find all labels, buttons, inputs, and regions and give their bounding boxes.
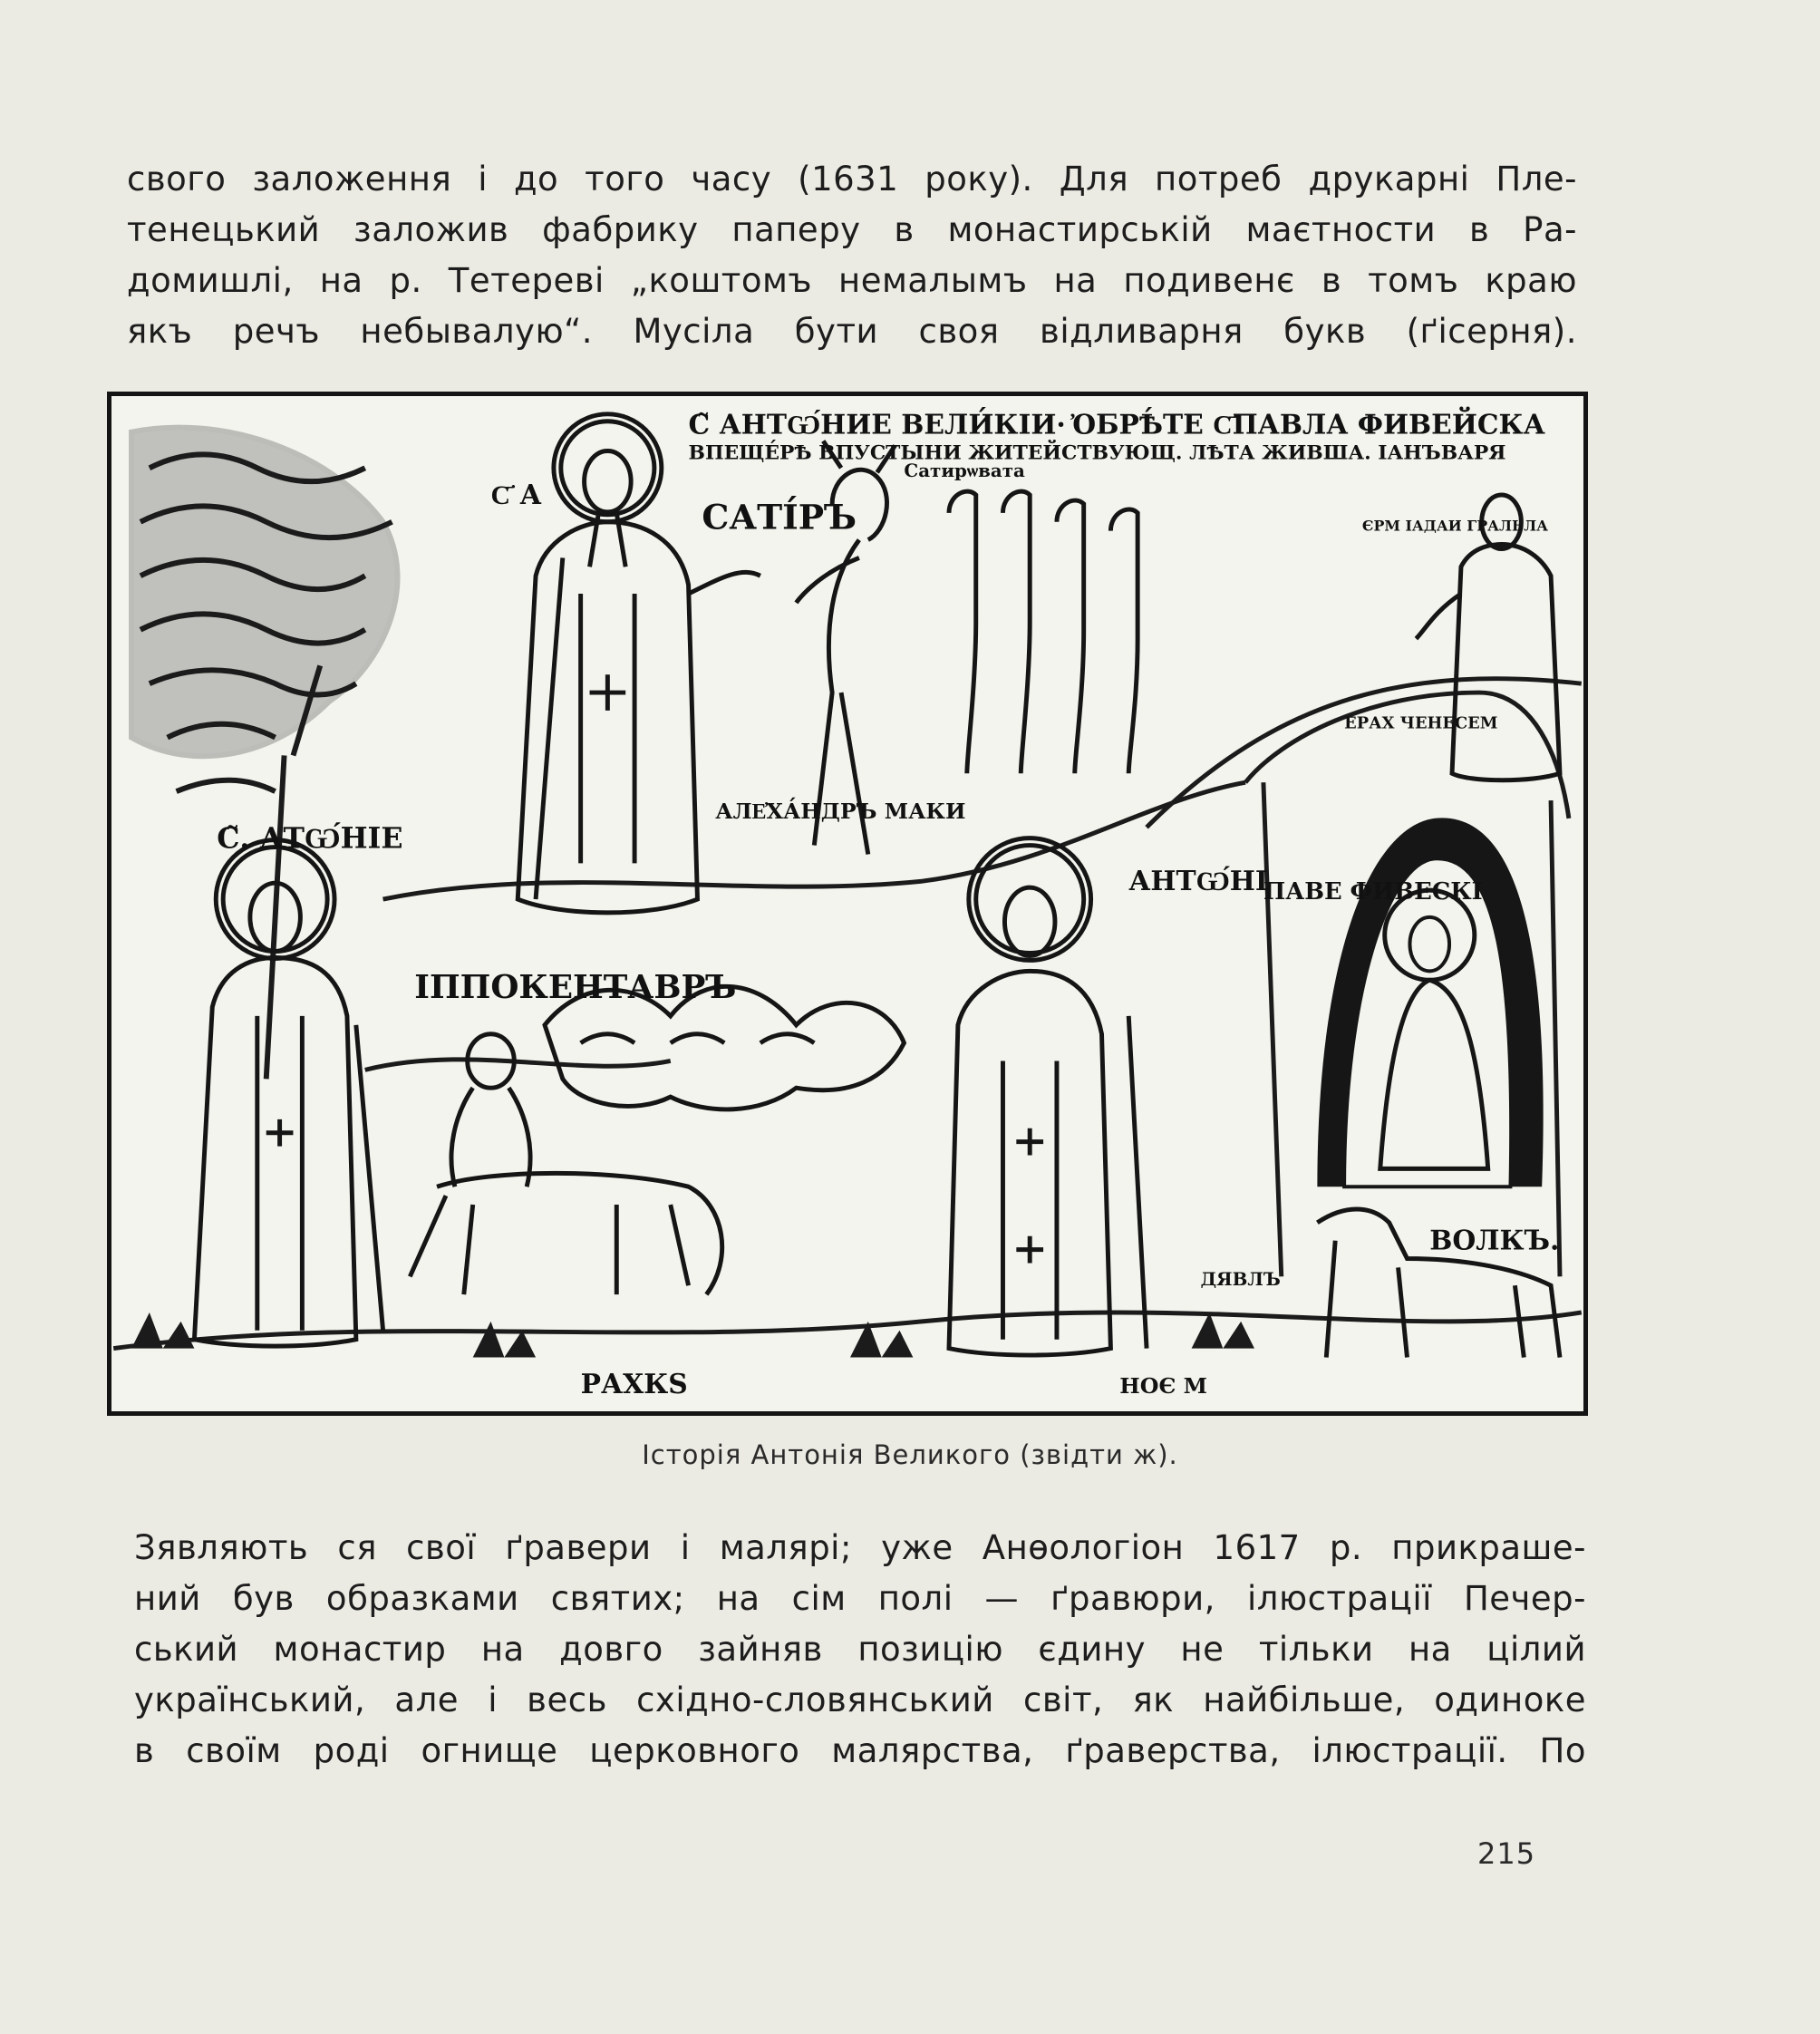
top-paragraph [127,154,1577,363]
figure-caption: Історія Антонія Великого (звідти ж). [642,1439,1178,1470]
bottom-paragraph [134,1523,1586,1786]
label-erakh: ЕРАХ ЧЕНЕСЕМ [1344,713,1498,733]
saint-figure-center [949,838,1147,1355]
label-dyavol: ДЯВЛЪ [1200,1268,1281,1291]
cave-figure [1317,818,1543,1186]
engraving-header-line-1: С̃ АНТѠ́НИЕ ВЕЛИ́КІИ· ҆ОБРѢ́ТЕ С҃ПАВЛА ФИВЕЙСКА [688,409,1545,441]
label-antonie-left: С̃. АТѠ́НІЕ [217,821,403,856]
saint-figure-top [518,414,760,913]
text-line: якъ речъ небывалую“. Мусіла бути своя відливарня букв (ґісерня). [127,312,1577,351]
label-saint-anton-top: С҃ А [490,479,542,511]
label-ippokentavr: ІППОКЕНТАВРЪ [414,968,737,1007]
text-line: тенецький заложив фабрику паперу в монастирській маєтности в Ра- [127,210,1577,249]
label-alexander: АЛЕ҆ХА́НДРЪ МАКИ [715,798,966,824]
hermit-figure-right [1416,495,1560,780]
tree-left [131,428,397,1080]
label-satyrs-small: Сатирѡвата [904,460,1025,482]
label-year: РАХКS [580,1369,688,1401]
text-line: ський монастир на довго зайняв позицію єдину не тільки на цілий [134,1630,1586,1669]
centaur-figure [410,1034,721,1294]
saint-figure-left [194,840,382,1347]
label-satyr: САТІ́РЪ [702,497,857,538]
engraving-header-line-2: ВПЕЩЕ́РѢ ВПУСТЫНИ ЖИТЕЙСТВУЮЩ. ЛѢТА ЖИВША. ІАНЪВАРЯ [688,441,1506,465]
text-line: домишлі, на р. Тетереві „коштомъ немалымъ на подивенє в томъ краю [127,261,1577,300]
label-pavel-fivejskij: ПАВЕ ФИВЕСКІ [1263,878,1483,906]
text-line: в своїм роді огнище церковного малярства, ґраверства, ілюстрації. По [134,1731,1586,1770]
text-line: свого заложення і до того часу (1631 року). Для потреб друкарні Пле- [127,160,1577,199]
text-line: Зявляють ся свої ґравери і малярі; уже Анөологіон 1617 р. прикраше- [134,1528,1586,1567]
label-month: НОЄ М [1119,1373,1207,1400]
engraving-illustration [107,392,1588,1416]
engraving-svg [111,396,1583,1411]
label-volk: ВОЛКЪ. [1429,1225,1560,1257]
label-eremites: ЄРМ ІАДАИ ГРАЛЬЛА [1361,517,1549,535]
page-number: 215 [1477,1836,1536,1871]
text-line: український, але і весь східно-словянський світ, як найбільше, одиноке [134,1680,1586,1719]
text-line: ний був образками святих; на сім полі — ґравюри, ілюстрації Печер- [134,1579,1586,1618]
label-antoni-center: АНТѠ́НІ [1128,866,1268,898]
